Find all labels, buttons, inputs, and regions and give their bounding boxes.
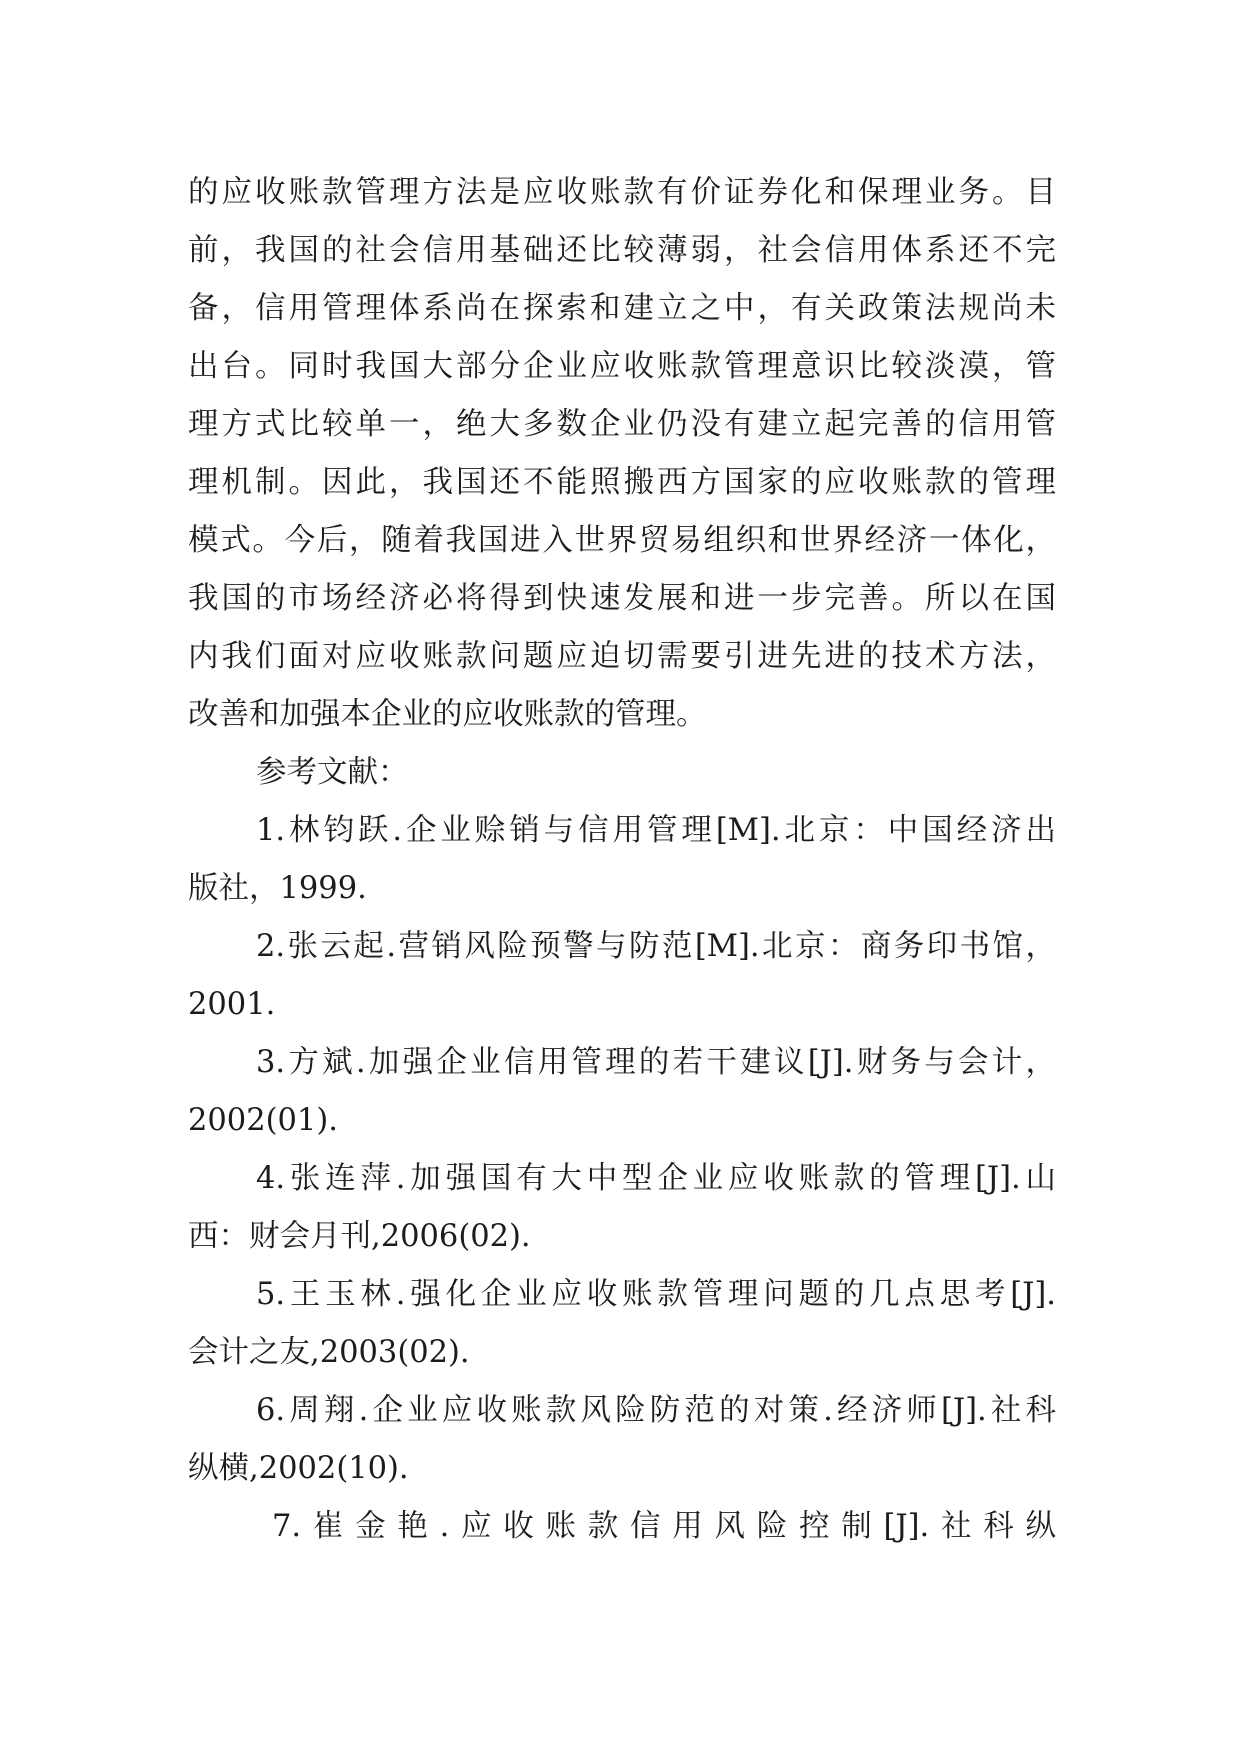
document-page xyxy=(188,164,1056,1556)
body-line: 理机制。因此，我国还不能照搬西方国家的应收账款的管理 xyxy=(188,465,1056,500)
body-line: 改善和加强本企业的应收账款的管理。 xyxy=(188,697,707,732)
body-line: 前，我国的社会信用基础还比较薄弱，社会信用体系还不完 xyxy=(188,233,1056,268)
reference-line: 2002(01). xyxy=(188,1103,338,1138)
reference-line: 1.林钧跃.企业赊销与信用管理[M].北京：中国经济出 xyxy=(256,813,1056,848)
reference-line: 4.张连萍.加强国有大中型企业应收账款的管理[J].山 xyxy=(256,1161,1056,1196)
reference-line: 2.张云起.营销风险预警与防范[M].北京：商务印书馆， xyxy=(256,929,1056,964)
body-line: 出台。同时我国大部分企业应收账款管理意识比较淡漠，管 xyxy=(188,349,1056,384)
references-heading: 参考文献： xyxy=(256,755,409,790)
body-line: 的应收账款管理方法是应收账款有价证券化和保理业务。目 xyxy=(188,175,1056,210)
reference-line: 纵横,2002(10). xyxy=(188,1451,409,1486)
body-line: 理方式比较单一，绝大多数企业仍没有建立起完善的信用管 xyxy=(188,407,1056,442)
body-line: 内我们面对应收账款问题应迫切需要引进先进的技术方法， xyxy=(188,639,1056,674)
reference-line: 5.王玉林.强化企业应收账款管理问题的几点思考[J]. xyxy=(256,1277,1056,1312)
body-line: 备，信用管理体系尚在探索和建立之中，有关政策法规尚未 xyxy=(188,291,1056,326)
body-line: 模式。今后，随着我国进入世界贸易组织和世界经济一体化， xyxy=(188,523,1056,558)
reference-line: 6.周翔.企业应收账款风险防范的对策.经济师[J].社科 xyxy=(256,1393,1056,1428)
reference-line: 版社，1999. xyxy=(188,871,367,906)
reference-line: 2001. xyxy=(188,987,276,1022)
reference-line: 会计之友,2003(02). xyxy=(188,1335,470,1370)
reference-line: 7.崔金艳.应收账款信用风险控制[J].社科纵 xyxy=(272,1509,1056,1544)
reference-line: 3.方斌.加强企业信用管理的若干建议[J].财务与会计， xyxy=(256,1045,1056,1080)
body-line: 我国的市场经济必将得到快速发展和进一步完善。所以在国 xyxy=(188,581,1056,616)
reference-line: 西：财会月刊,2006(02). xyxy=(188,1219,531,1254)
